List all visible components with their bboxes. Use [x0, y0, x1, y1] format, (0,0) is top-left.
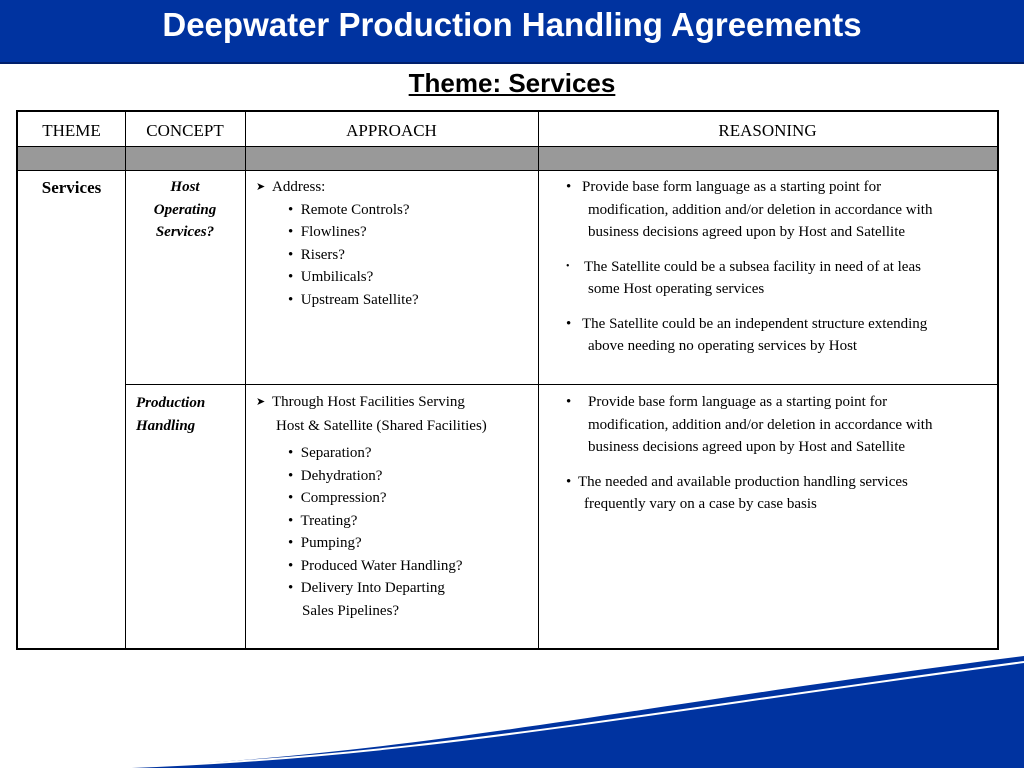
bullet-icon: • — [566, 260, 570, 272]
row-divider — [18, 146, 997, 147]
list-item: • Separation? — [288, 445, 372, 461]
bullet-icon: • — [566, 394, 572, 410]
reasoning-production-handling — [566, 391, 996, 516]
bullet-icon: • — [566, 315, 572, 332]
reasoning-line: modification, addition and/or deletion in accordance with — [588, 416, 933, 433]
list-item: • Produced Water Handling? — [288, 557, 463, 574]
col-divider — [538, 112, 539, 648]
reasoning-point — [566, 391, 996, 459]
reasoning-line: The Satellite could be a subsea facility in need of at leas — [584, 258, 921, 275]
concept-line: Services? — [155, 224, 215, 240]
bullet-icon: • — [566, 179, 572, 195]
col-divider — [245, 112, 246, 648]
reasoning-line: business decisions agreed upon by Host and Satellite — [588, 439, 906, 455]
reasoning-line: Provide base form language as a starting point for — [588, 394, 888, 410]
approach-lead-text: Address: — [272, 179, 326, 195]
gray-separator-row — [18, 146, 997, 170]
approach-lead — [256, 391, 536, 437]
title-bar — [0, 0, 1024, 64]
concept-host-operating-services — [125, 176, 245, 244]
reasoning-line: modification, addition and/or deletion in accordance with — [588, 201, 933, 218]
approach-production-handling — [256, 391, 536, 622]
reasoning-line: frequently vary on a case by case basis — [584, 496, 817, 512]
reasoning-point — [566, 313, 996, 358]
reasoning-point — [566, 471, 996, 516]
row-divider — [125, 384, 997, 385]
header-approach: APPROACH — [346, 121, 437, 140]
concept-production-handling — [136, 392, 242, 437]
list-item: Sales Pipelines? — [302, 602, 400, 619]
approach-list — [256, 199, 536, 312]
list-item: • Risers? — [288, 246, 345, 263]
list-item: • Pumping? — [288, 535, 362, 551]
concept-line: Handling — [136, 417, 196, 434]
concept-line: Production — [136, 395, 206, 411]
header-concept: CONCEPT — [146, 121, 224, 140]
arrow-bullet-icon: ➤ — [256, 396, 266, 408]
list-item: • Upstream Satellite? — [288, 291, 419, 308]
list-item: • Umbilicals? — [288, 269, 374, 285]
reasoning-line: The Satellite could be an independent structure extending — [582, 315, 928, 332]
approach-lead-text: Host & Satellite (Shared Facilities) — [276, 417, 487, 434]
reasoning-line: business decisions agreed upon by Host and Satellite — [588, 224, 906, 240]
wave-shape — [100, 656, 1024, 768]
concept-line: Operating — [153, 201, 217, 218]
reasoning-host-operating — [566, 176, 996, 358]
reasoning-point — [566, 256, 996, 301]
slide-title: Deepwater Production Handling Agreements — [162, 6, 862, 43]
header-reasoning: REASONING — [718, 121, 817, 140]
header-theme: THEME — [42, 121, 101, 140]
theme-subtitle: Theme: Services — [408, 68, 616, 98]
reasoning-line: above needing no operating services by Host — [588, 338, 858, 354]
reasoning-line: some Host operating services — [588, 281, 765, 297]
arrow-bullet-icon: ➤ — [256, 181, 266, 193]
concept-line: Host — [170, 179, 200, 195]
list-item: • Remote Controls? — [288, 201, 410, 218]
theme-value: Services — [41, 178, 102, 197]
approach-list — [256, 442, 536, 622]
row-divider — [18, 170, 997, 171]
bullet-icon: • — [566, 473, 572, 490]
reasoning-point — [566, 176, 996, 244]
approach-lead — [256, 176, 536, 199]
approach-host-operating — [256, 176, 536, 311]
reasoning-line: Provide base form language as a starting point for — [582, 179, 882, 195]
list-item: • Dehydration? — [288, 467, 383, 484]
list-item: • Treating? — [288, 512, 358, 529]
list-item: • Delivery Into Departing — [288, 580, 445, 596]
list-item: • Flowlines? — [288, 224, 367, 240]
list-item: • Compression? — [288, 490, 387, 506]
services-table — [16, 110, 999, 650]
reasoning-line: The needed and available production handling services — [578, 473, 908, 490]
approach-lead-text: Through Host Facilities Serving — [272, 394, 465, 410]
decorative-wave — [0, 640, 1024, 768]
